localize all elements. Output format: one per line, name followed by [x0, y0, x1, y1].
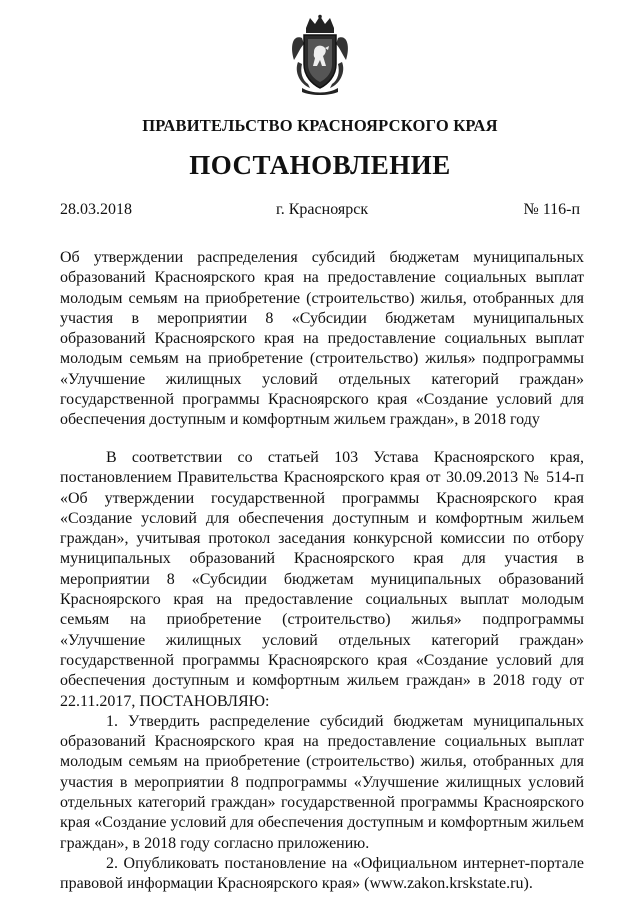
- decree-item-1: 1. Утвердить распределение субсидий бюджетам муниципальных образований Красноярского края на предоставление социальных выплат молодым семьям на приобретение (строительство) жилья, отобранных для участия в мероприятии 8 подпрограммы «Улучшение жилищных условий отдельных категорий граждан» государственной программы Красноярского края «Создание условий для обеспечения доступным и комфортным жильем граждан», в 2018 году согласно приложению.: [60, 712, 584, 852]
- document-body: [60, 448, 584, 895]
- coat-of-arms-icon: [288, 14, 352, 96]
- preamble-paragraph: В соответствии со статьей 103 Устава Красноярского края, постановлением Правительства Красноярского края от 30.09.2013 № 514-п «Об утверждении государственной программы Красноярского края «Создание условий для обеспечения доступным и комфортным жильем граждан», учитывая протокол заседания конкурсной комиссии по отбору муниципальных образований Красноярского края для участия в мероприятии 8 «Субсидии бюджетам муниципальных образований Красноярского края на предоставление социальных выплат молодым семьям на приобретение (строительство) жилья» подпрограммы «Улучшение жилищных условий отдельных категорий граждан» государственной программы Красноярского края «Создание условий для обеспечения доступным и комфортным жильем граждан» в 2018 году от 22.11.2017, ПОСТАНОВЛЯЮ:: [60, 449, 584, 710]
- document-city: г. Красноярск: [276, 201, 369, 218]
- document-subject: Об утверждении распределения субсидий бюджетам муниципальных образований Красноярского края на предоставление социальных выплат молодым семьям на приобретение (строительство) жилья, отобранных для участия в мероприятии 8 «Субсидии бюджетам муниципальных образований Красноярского края на предоставление социальных выплат молодым семьям на приобретение (строительство) жилья» подпрограммы «Улучшение жилищных условий отдельных категорий граждан» государственной программы Красноярского края «Создание условий для обеспечения доступным и комфортным жильем граждан», в 2018 году: [60, 249, 584, 429]
- document-number: № 116-п: [523, 201, 580, 218]
- government-name: ПРАВИТЕЛЬСТВО КРАСНОЯРСКОГО КРАЯ: [142, 116, 498, 135]
- decree-item-2: 2. Опубликовать постановление на «Официальном интернет-портале правовой информации Красноярского края» (www.zakon.krskstate.ru).: [60, 854, 584, 893]
- document-date: 28.03.2018: [60, 201, 132, 218]
- document-type-title: ПОСТАНОВЛЕНИЕ: [189, 150, 451, 180]
